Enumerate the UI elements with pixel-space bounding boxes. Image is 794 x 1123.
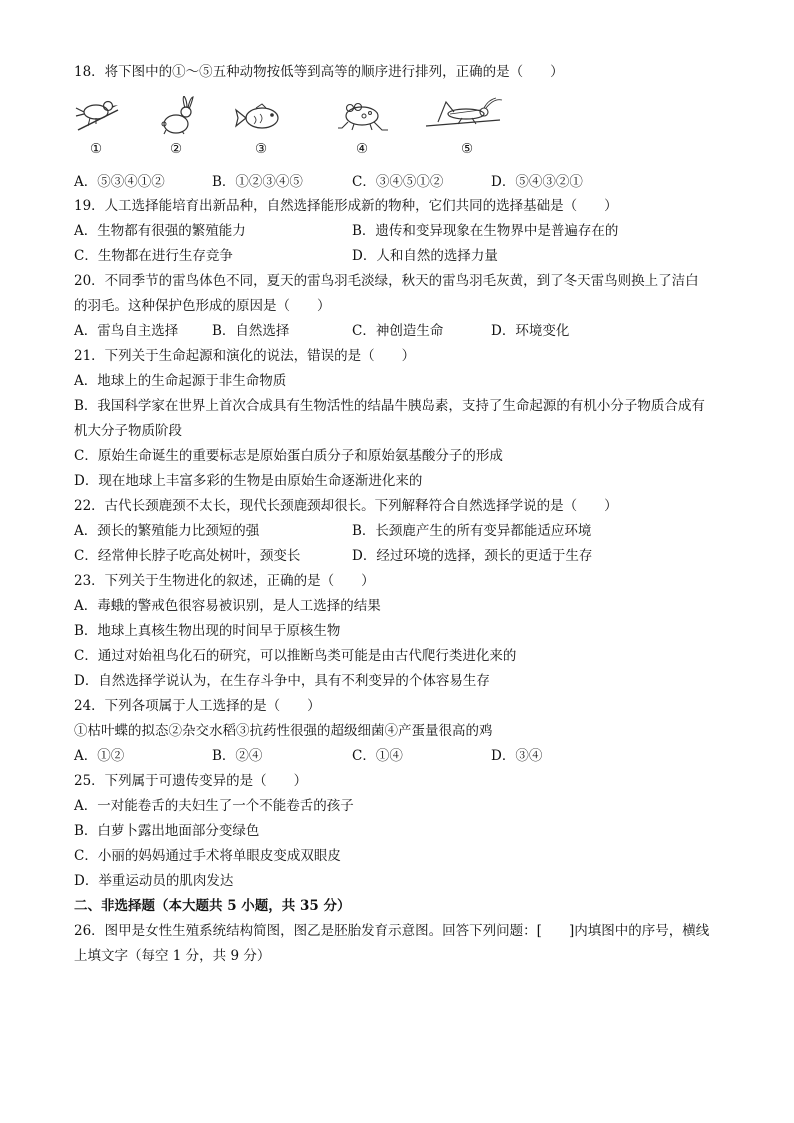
animal-label-4: ④ [355,141,369,157]
q26-stem-line1: 26．图甲是女性生殖系统结构简图，图乙是胚胎发育示意图。回答下列问题：[ ]内填图中的序号，横线 [74,923,710,939]
q25-option-a[interactable]: A．一对能卷舌的夫妇生了一个不能卷舌的孩子 [74,798,354,814]
q20-stem-line1: 20．不同季节的雷鸟体色不同，夏天的雷鸟羽毛淡绿，秋天的雷鸟羽毛灰黄，到了冬天雷鸟则换上了洁白 [74,273,699,289]
q23-option-b[interactable]: B．地球上真核生物出现的时间早于原核生物 [74,623,341,639]
q20-option-a[interactable]: A．雷鸟自主选择 [74,323,179,339]
q21-option-a[interactable]: A．地球上的生命起源于非生命物质 [74,373,287,389]
q19-option-a[interactable]: A．生物都有很强的繁殖能力 [74,223,246,239]
q26-stem-line2: 上填文字（每空 1 分，共 9 分） [74,948,271,964]
q21-option-b-line2: 机大分子物质阶段 [74,423,182,439]
frog-icon [334,96,394,136]
q19-option-d[interactable]: D．人和自然的选择力量 [352,248,498,264]
q22-option-b[interactable]: B．长颈鹿产生的所有变异都能适应环境 [352,523,592,539]
bird-icon [74,96,134,136]
q21-stem: 21．下列关于生命起源和演化的说法，错误的是（ ） [74,348,416,364]
q18-option-d[interactable]: D．⑤④③②① [491,174,583,190]
q23-option-d[interactable]: D．自然选择学说认为，在生存斗争中，具有不利变异的个体容易生存 [74,673,490,689]
q19-option-c[interactable]: C．生物都在进行生存竞争 [74,248,233,264]
q18-option-b[interactable]: B．①②③④⑤ [212,174,303,190]
rabbit-icon [152,96,212,136]
q24-option-c[interactable]: C．①④ [352,748,403,764]
q21-option-b-line1[interactable]: B．我国科学家在世界上首次合成具有生物活性的结晶牛胰岛素，支持了生命起源的有机小分子物质合成有 [74,398,705,414]
section-heading: 二、非选择题（本大题共 5 小题，共 35 分） [74,898,351,914]
fish-icon [234,96,294,136]
q19-option-b[interactable]: B．遗传和变异现象在生物界中是普遍存在的 [352,223,619,239]
q21-option-c[interactable]: C．原始生命诞生的重要标志是原始蛋白质分子和原始氨基酸分子的形成 [74,448,503,464]
q22-option-d[interactable]: D．经过环境的选择，颈长的更适于生存 [352,548,593,564]
q24-option-b[interactable]: B．②④ [212,748,263,764]
q22-stem: 22．古代长颈鹿颈不太长，现代长颈鹿颈却很长。下列解释符合自然选择学说的是（ ） [74,498,618,514]
grasshopper-icon [424,96,504,136]
q24-option-a[interactable]: A．①② [74,748,125,764]
q18-option-c[interactable]: C．③④⑤①② [352,174,444,190]
q23-option-a[interactable]: A．毒蛾的警戒色很容易被识别，是人工选择的结果 [74,598,381,614]
q23-stem: 23．下列关于生物进化的叙述，正确的是（ ） [74,573,375,589]
q25-option-c[interactable]: C．小丽的妈妈通过手术将单眼皮变成双眼皮 [74,848,341,864]
q24-stem: 24．下列各项属于人工选择的是（ ） [74,698,321,714]
q18-option-a[interactable]: A．⑤③④①② [74,174,165,190]
animal-label-1: ① [89,141,103,157]
q24-items: ①枯叶蝶的拟态②杂交水稻③抗药性很强的超级细菌④产蛋量很高的鸡 [74,723,493,739]
q22-option-c[interactable]: C．经常伸长脖子吃高处树叶，颈变长 [74,548,301,564]
q20-option-d[interactable]: D．环境变化 [491,323,570,339]
q25-option-b[interactable]: B．白萝卜露出地面部分变绿色 [74,823,260,839]
animal-label-2: ② [169,141,183,157]
animal-label-3: ③ [254,141,268,157]
animal-label-5: ⑤ [460,141,474,157]
q23-option-c[interactable]: C．通过对始祖鸟化石的研究，可以推断鸟类可能是由古代爬行类进化来的 [74,648,517,664]
q25-option-d[interactable]: D．举重运动员的肌肉发达 [74,873,234,889]
q25-stem: 25．下列属于可遗传变异的是（ ） [74,773,308,789]
q18-stem: 18．将下图中的①～⑤五种动物按低等到高等的顺序进行排列，正确的是（ ） [74,64,564,80]
q20-stem-line2: 的羽毛。这种保护色形成的原因是（ ） [74,298,331,314]
q22-option-a[interactable]: A．颈长的繁殖能力比颈短的强 [74,523,260,539]
q24-option-d[interactable]: D．③④ [491,748,543,764]
q20-option-c[interactable]: C．神创造生命 [352,323,444,339]
q19-stem: 19．人工选择能培育出新品种，自然选择能形成新的物种，它们共同的选择基础是（ ） [74,198,618,214]
q21-option-d[interactable]: D．现在地球上丰富多彩的生物是由原始生命逐渐进化来的 [74,473,423,489]
q20-option-b[interactable]: B．自然选择 [212,323,290,339]
